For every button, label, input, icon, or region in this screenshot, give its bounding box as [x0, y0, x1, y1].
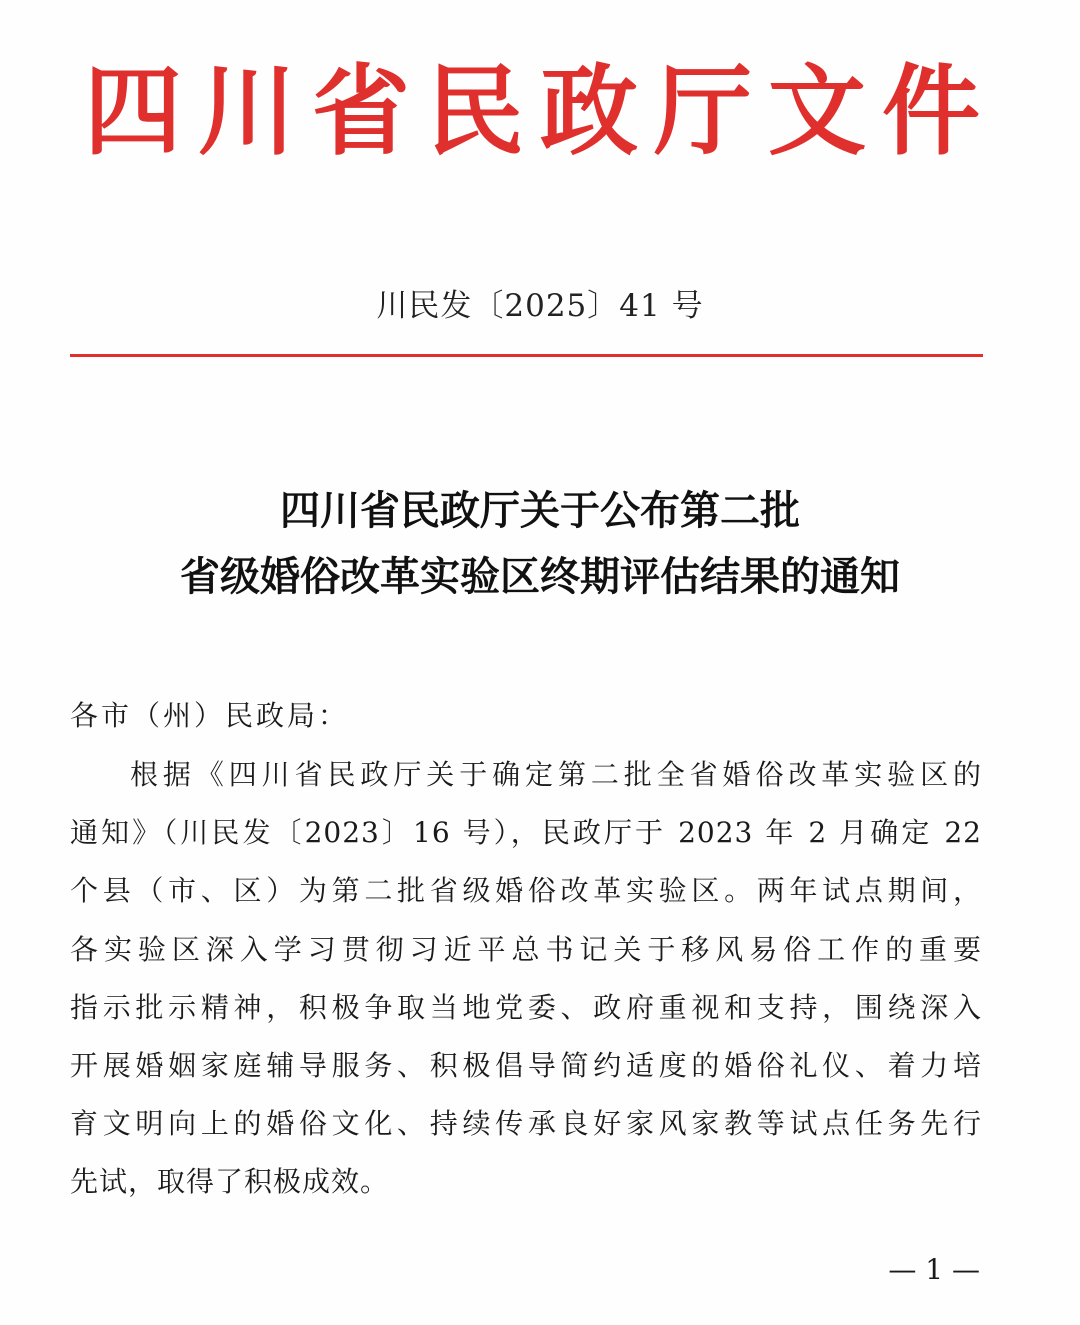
body-line-2: 通知》（川民发〔2023〕16 号），民政厅于 2023 年 2 月确定 22 — [70, 816, 982, 850]
body-line-4: 各实验区深入学习贯彻习近平总书记关于移风易俗工作的重要 — [70, 932, 982, 966]
body-line-3: 个县（市、区）为第二批省级婚俗改革实验区。两年试点期间， — [70, 874, 982, 908]
document-number: 川民发〔2025〕41 号 — [376, 288, 704, 324]
body-line-8: 先试，取得了积极成效。 — [70, 1165, 390, 1199]
body-line-5: 指示批示精神，积极争取当地党委、政府重视和支持，围绕深入 — [70, 990, 982, 1024]
salutation: 各市（州）民政局： — [70, 699, 350, 732]
document-title — [0, 478, 1080, 610]
body-line-6: 开展婚姻家庭辅导服务、积极倡导简约适度的婚俗礼仪、着力培 — [70, 1048, 982, 1082]
title-line-2: 省级婚俗改革实验区终期评估结果的通知 — [180, 554, 900, 600]
document-masthead: 四川省民政厅文件 — [83, 55, 996, 169]
title-line-1: 四川省民政厅关于公布第二批 — [280, 488, 800, 534]
page-number: — 1 — — [888, 1253, 980, 1286]
body-paragraph — [70, 746, 982, 1212]
red-separator-line — [70, 354, 983, 357]
body-line-1: 根据《四川省民政厅关于确定第二批全省婚俗改革实验区的 — [130, 758, 982, 791]
body-line-7: 育文明向上的婚俗文化、持续传承良好家风家教等试点任务先行 — [70, 1107, 982, 1141]
